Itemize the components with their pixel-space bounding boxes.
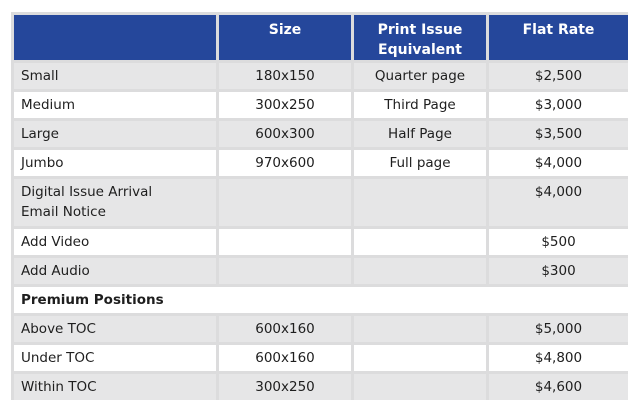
table-row-large	[14, 121, 628, 147]
row-size	[219, 258, 351, 284]
table-row-under-toc	[14, 345, 628, 371]
header-ad-type	[14, 15, 216, 60]
row-size: 600x160	[219, 345, 351, 371]
header-print-issue-equivalent: Print Issue Equivalent	[354, 15, 486, 60]
row-size: 300x250	[219, 374, 351, 400]
row-print-equivalent: Full page	[354, 150, 486, 176]
section-row-premium-positions	[14, 287, 628, 313]
table-row-jumbo	[14, 150, 628, 176]
table-row-small	[14, 63, 628, 89]
row-rate: $300	[489, 258, 628, 284]
header-flat-rate: Flat Rate	[489, 15, 628, 60]
row-rate: $500	[489, 229, 628, 255]
row-print-equivalent: Half Page	[354, 121, 486, 147]
rate-table	[11, 12, 631, 403]
table-row-add-audio	[14, 258, 628, 284]
table-header-row	[14, 15, 628, 60]
table-row-above-toc	[14, 316, 628, 342]
row-print-equivalent: Quarter page	[354, 63, 486, 89]
row-name: Medium	[14, 92, 216, 118]
row-name: Add Video	[14, 229, 216, 255]
row-rate: $4,000	[489, 150, 628, 176]
header-size: Size	[219, 15, 351, 60]
row-size: 970x600	[219, 150, 351, 176]
row-name: Jumbo	[14, 150, 216, 176]
row-name: Small	[14, 63, 216, 89]
table-row-within-toc	[14, 374, 628, 400]
rate-card	[11, 12, 628, 400]
row-rate: $3,000	[489, 92, 628, 118]
row-print-equivalent	[354, 229, 486, 255]
row-rate: $4,800	[489, 345, 628, 371]
row-print-equivalent	[354, 374, 486, 400]
table-row-add-video	[14, 229, 628, 255]
row-name: Under TOC	[14, 345, 216, 371]
row-name: Above TOC	[14, 316, 216, 342]
section-label: Premium Positions	[14, 287, 628, 313]
row-print-equivalent	[354, 258, 486, 284]
row-name: Large	[14, 121, 216, 147]
table-row-digital-issue-arrival	[14, 179, 628, 226]
row-rate: $4,000	[489, 179, 628, 226]
row-rate: $5,000	[489, 316, 628, 342]
row-print-equivalent	[354, 179, 486, 226]
row-size: 300x250	[219, 92, 351, 118]
row-print-equivalent	[354, 316, 486, 342]
row-name: Digital Issue Arrival Email Notice	[14, 179, 216, 226]
row-print-equivalent	[354, 345, 486, 371]
row-size: 600x160	[219, 316, 351, 342]
row-name: Within TOC	[14, 374, 216, 400]
row-size	[219, 179, 351, 226]
row-size: 600x300	[219, 121, 351, 147]
row-size	[219, 229, 351, 255]
row-rate: $4,600	[489, 374, 628, 400]
row-name: Add Audio	[14, 258, 216, 284]
row-size: 180x150	[219, 63, 351, 89]
row-rate: $2,500	[489, 63, 628, 89]
table-row-medium	[14, 92, 628, 118]
row-print-equivalent: Third Page	[354, 92, 486, 118]
row-rate: $3,500	[489, 121, 628, 147]
